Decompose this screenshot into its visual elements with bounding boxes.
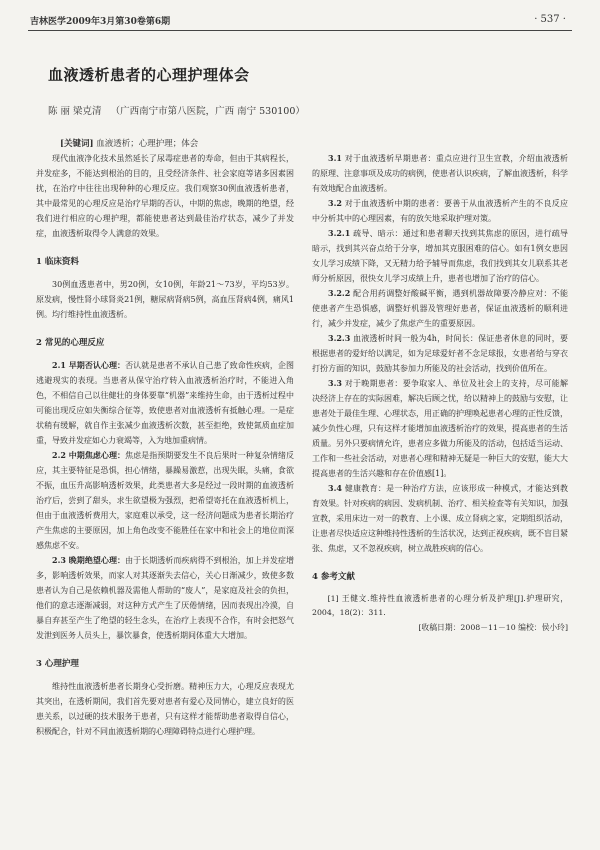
header-rule — [28, 30, 572, 31]
subsection-label: 2.2 中期焦虑心理： — [52, 450, 126, 460]
references-heading: 4 参考文献 — [312, 572, 355, 582]
subsection-paragraph — [36, 358, 294, 448]
subsection-label: 3.1 — [328, 153, 342, 163]
article-title: 血液透析患者的心理护理体会 — [48, 66, 250, 84]
subsection-text: 健康教育：是一种治疗方法，应该形成一种模式，才能达到教育效果。针对疾病的病因、发病机制、治疗、相关检查等有关知识，加强宣教，采用床边一对一的教育、上小课、成立肾病之家，定期组织活动，让患者尽快适应这种维持性透析的生活状况，达到正视疾病，既不盲目紧张、焦虑，又不忽视疾病，树立战胜疾病的信心。 — [312, 484, 568, 553]
intro-paragraph: 现代血液净化技术虽然延长了尿毒症患者的寿命，但由于其病程长，并发症多，不能达到根治的目的，且受经济条件、社会家庭等诸多因素困扰，在治疗中往往出现种种的心理反应。我们观察30例血液透析患者，其中最常见的心理反应是治疗早期的否认，中期的焦虑，晚期的绝望，经我们进行相应的心理护理，都能使患者达到最佳治疗状态，减少了并发症，血液透析取得令人满意的效果。 — [36, 154, 294, 238]
subsection-paragraph — [312, 151, 568, 196]
subsection-paragraph — [312, 286, 568, 331]
right-column — [312, 151, 568, 635]
subsection-label: 3.2.3 — [328, 333, 351, 343]
subsection-label: 3.2 — [328, 198, 342, 208]
subsection-text: 血液透析时间一般为4h，时间长：保证患者休息的同时，要根据患者的爱好给以满足，如为足球爱好者不念足球报，女患者给与穿衣打扮方面的知识，鼓励其参加力所能及的社会活动，找到价值所在。 — [312, 334, 568, 373]
subsection-text: 由于长期透析而疾病得不到根治，加上并发症增多，影响透析效果，而家人对其逐渐失去信心，关心日渐减少，致使多数患者认为自己是依赖机器及需他人帮助的“废人”，是家庭及社会的负担，他们的意志逐渐减弱，对这种方式产生了厌倦情绪，因而表现出冷漠，自暴自弃甚至产生了绝望的轻生念头，在治疗上表现不合作，有时会把怒气发泄到医务人员头上，暴饮暴食，使透析期间体重大大增加。 — [36, 556, 295, 640]
subsection-paragraph — [312, 481, 568, 556]
subsection-text: 对于晚期患者：要争取家人、单位及社会上的支持，尽可能解决经济上存在的实际困难，解决后顾之忧，给以精神上的鼓励与安慰，让患者处于最佳生理、心理状态，用正确的护理唤起患者心理的正性反馈，减少负性心理，只有这样才能增加血液透析治疗的效果，提高患者的生活质量。另外只要病情允许，患者应多做力所能及的活动，包括适当运动、工作和一些社会活动，对患者心理和精神无疑是一种巨大的安慰，能大大提高患者的生活兴趣和存在价值感[1]。 — [312, 379, 568, 478]
subsection-label: 2.3 晚期绝望心理： — [52, 555, 126, 565]
subsection-paragraph — [312, 226, 568, 286]
subsection-text: 对于血液透析中期的患者：要善于从血液透析产生的不良反应中分析其中的心理因素，有的放矢地采取护理对策。 — [312, 199, 568, 223]
author-line — [48, 103, 305, 117]
subsection-text: 否认就是患者不承认自己患了致命性疾病，企图逃避现实的表现。当患者从保守治疗转入血液透析治疗时，不能进入角色，不相信自己以往健壮的身体要靠“机器”来维持生命，由于透析过程中可能出现反应如失衡综合征等，致使患者对血液透析有抵触心理。一是症状稍有缓解，就自作主张减少血液透析次数，甚至拒绝，致使氮质血症加重，导致并发症如心力衰竭等，入为地加重病情。 — [36, 361, 295, 445]
section-heading: 1 临床资料 — [36, 257, 79, 267]
subsection-text: 对于血液透析早期患者：重点应进行卫生宣教，介绍血液透析的原理、注意事项及成功的病例，使患者认识疾病，了解血液透析，科学有效地配合血液透析。 — [312, 154, 568, 193]
affiliation: （广西南宁市第八医院，广西 南宁 530100） — [110, 106, 305, 117]
subsection-label: 2.1 早期否认心理： — [52, 360, 126, 370]
keywords-label: [关键词] — [60, 139, 94, 149]
subsection-paragraph — [36, 448, 294, 553]
subsection-paragraph — [312, 196, 568, 226]
section-paragraph: 维持性血液透析患者长期身心受折磨。精神压力大，心理反应表现尤其突出，在透析期间，我们首先要对患者有爱心及同情心，建立良好的医患关系，以过硬的技术服务于患者，只有这样才能帮助患者取得自信心，积极配合，针对不同血液透析期的心理障碍特点进行心理护理。 — [36, 682, 294, 736]
subsection-text: 配合用药调整好酸碱平衡，遇到机器故障要冷静应对：不能使患者产生恐惧感，调整好机器及管理好患者，保证血液透析的顺利进行，减少并发症，减少了焦虑产生的重要原因。 — [312, 289, 569, 328]
keywords: 血液透析；心理护理；体会 — [96, 139, 199, 149]
reference-item: [1] 王健文.维持性血液透析患者的心理分析及护理[J].护理研究，2004，18(2)：311. — [312, 594, 568, 617]
keywords-line — [60, 137, 198, 149]
subsection-text: 疏导、暗示：通过和患者聊天找到其焦虑的原因，进行疏导暗示，找到其兴奋点给于分享，增加其克服困难的信心。如有1例女患因女儿学习成绩下降，又无精力给予辅导而焦虑，我们找到其女儿联系其老师分析原因，很快女儿学习成绩上升，患者也增加了治疗的信心。 — [312, 229, 569, 283]
subsection-label: 3.4 — [328, 483, 342, 493]
page-number: · 537 · — [534, 14, 566, 25]
section-heading: 2 常见的心理反应 — [36, 338, 105, 348]
journal-header: 吉林医学2009年3月第30卷第6期 — [30, 17, 171, 27]
subsection-label: 3.2.2 — [328, 288, 351, 298]
subsection-text: 焦虑是指预期要发生不良后果时一种复杂情绪反应，其主要特征是恐惧，担心情绪，暴躁易激惹，出现失眠，头痛，食欲不振，血压升高影响透析效果，此类患者大多是经过一段时期的血液透析治疗后，尝到了甜头，求生欲望极为强烈，把希望寄托在血液透析机上，但由于血液透析费用大，家庭难以承受，这一经济问题成为患者长期治疗产生焦虑的主要原因，加上角色改变不能胜任在家中和社会上的地位而深感焦虑不安。 — [36, 451, 295, 550]
authors: 陈 丽 梁克清 — [48, 106, 102, 117]
left-column — [36, 151, 294, 739]
section-heading: 3 心理护理 — [36, 659, 79, 669]
subsection-label: 3.3 — [328, 378, 342, 388]
subsection-paragraph — [312, 376, 568, 481]
subsection-paragraph — [36, 553, 294, 643]
section-paragraph: 30例血透患者中，男20例，女10例，年龄21～73岁，平均53岁。原发病，慢性肾小球肾炎21例，糖尿病肾病5例，高血压肾病4例，痛风1例。均行维持性血液透析。 — [36, 280, 294, 319]
subsection-paragraph — [312, 331, 568, 376]
subsection-label: 3.2.1 — [328, 228, 351, 238]
received-date: [收稿日期：2008－11－10 编校：侯小玲] — [418, 623, 568, 632]
